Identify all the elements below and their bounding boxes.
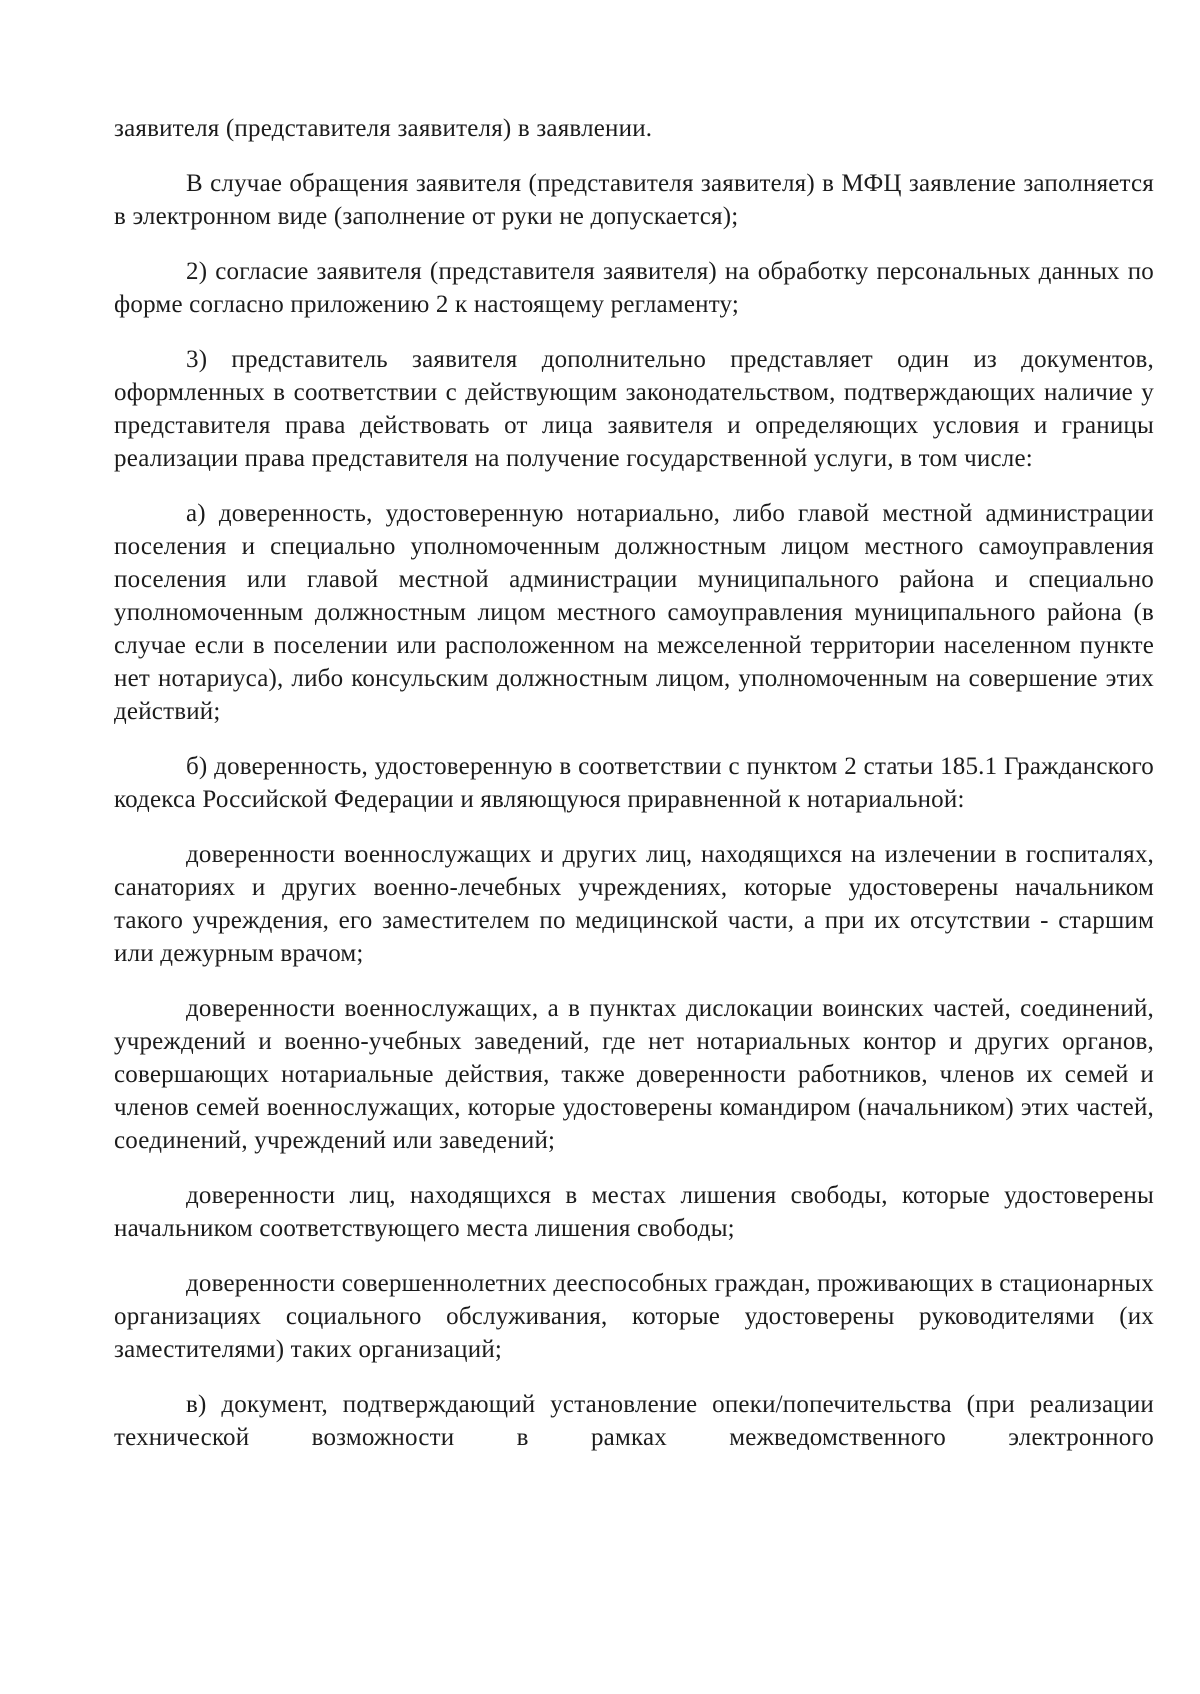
paragraph-subitem-a-notarized: а) доверенность, удостоверенную нотариально, либо главой местной администрации поселения и специально уполномоченным должностным лицом местного самоуправления поселения или главой местной администрации муниципального района и специально уполномоченным должностным лицом местного самоуправления муниципального района (в случае если в поселении или расположенном на межселенной территории населенном пункте нет нотариуса), либо консульским должностным лицом, уполномоченным на совершение этих действий;	[114, 500, 1154, 725]
document-body	[114, 112, 1154, 1454]
paragraph-subitem-v-guardianship: в) документ, подтверждающий установление опеки/попечительства (при реализации технической возможности в рамках межведомственного электронного	[114, 1391, 1154, 1451]
paragraph-military-units: доверенности военнослужащих, а в пунктах дислокации воинских частей, соединений, учреждений и военно-учебных заведений, где нет нотариальных контор и других органов, совершающих нотариальные действия, также доверенности работников, членов их семей и членов семей военнослужащих, которые удостоверены командиром (начальником) этих частей, соединений, учреждений или заведений;	[114, 995, 1154, 1154]
paragraph-item-3-representative: 3) представитель заявителя дополнительно представляет один из документов, оформленных в соответствии с действующим законодательством, подтверждающих наличие у представителя права действовать от лица заявителя и определяющих условия и границы реализации права представителя на получение государственной услуги, в том числе:	[114, 346, 1154, 472]
paragraph-subitem-b-civil-code: б) доверенность, удостоверенную в соответствии с пунктом 2 статьи 185.1 Гражданского кодекса Российской Федерации и являющуюся приравненной к нотариальной:	[114, 753, 1154, 813]
paragraph-military-hospital: доверенности военнослужащих и других лиц, находящихся на излечении в госпиталях, санаториях и других военно-лечебных учреждениях, которые удостоверены начальником такого учреждения, его заместителем по медицинской части, а при их отсутствии - старшим или дежурным врачом;	[114, 841, 1154, 967]
paragraph-item-2-consent: 2) согласие заявителя (представителя заявителя) на обработку персональных данных по форме согласно приложению 2 к настоящему регламенту;	[114, 258, 1154, 318]
paragraph-continuation: заявителя (представителя заявителя) в заявлении.	[114, 115, 653, 142]
paragraph-mfc-application: В случае обращения заявителя (представителя заявителя) в МФЦ заявление заполняется в электронном виде (заполнение от руки не допускается);	[114, 170, 1154, 230]
paragraph-detention: доверенности лиц, находящихся в местах лишения свободы, которые удостоверены начальником соответствующего места лишения свободы;	[114, 1182, 1154, 1242]
paragraph-social-service: доверенности совершеннолетних дееспособных граждан, проживающих в стационарных организациях социального обслуживания, которые удостоверены руководителями (их заместителями) таких организаций;	[114, 1270, 1154, 1363]
